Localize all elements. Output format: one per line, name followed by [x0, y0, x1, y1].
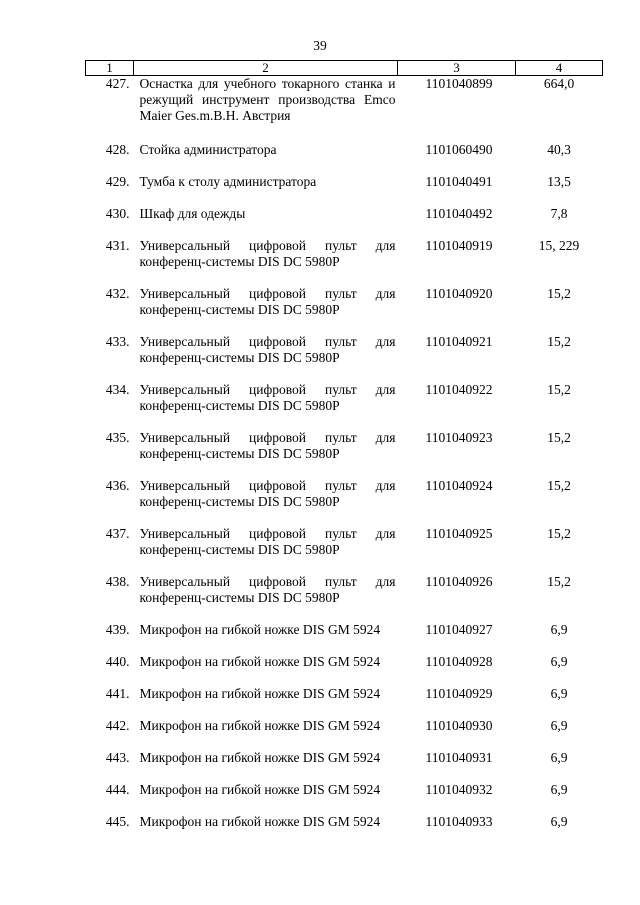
row-number: 443.: [105, 750, 130, 765]
item-value: 15,2: [547, 478, 571, 493]
item-value: 15,2: [547, 526, 571, 541]
item-name: Микрофон на гибкой ножке DIS GM 5924: [139, 814, 381, 829]
table-row: [86, 478, 603, 526]
item-name: Микрофон на гибкой ножке DIS GM 5924: [139, 750, 381, 765]
table-row: [86, 382, 603, 430]
table-row: [86, 654, 603, 686]
column-header: 4: [516, 61, 603, 76]
item-name: Универсальный цифровой пульт для конференц-системы DIS DC 5980P: [139, 334, 396, 365]
item-value: 15,2: [547, 430, 571, 445]
row-number: 435.: [105, 430, 130, 445]
table-row: [86, 750, 603, 782]
row-number: 444.: [105, 782, 130, 797]
page-number: 39: [313, 38, 327, 53]
row-number: 431.: [105, 238, 130, 253]
table-row: [86, 206, 603, 238]
table-row: [86, 574, 603, 622]
item-name: Универсальный цифровой пульт для конференц-системы DIS DC 5980P: [139, 382, 396, 413]
row-number: 433.: [105, 334, 130, 349]
item-value: 6,9: [550, 814, 568, 829]
column-header: 2: [134, 61, 398, 76]
item-name: Шкаф для одежды: [139, 206, 246, 221]
inventory-code: 1101040491: [425, 174, 493, 189]
table-row: [86, 622, 603, 654]
item-name: Тумба к столу администратора: [139, 174, 317, 189]
item-value: 6,9: [550, 718, 568, 733]
inventory-code: 1101040492: [425, 206, 493, 221]
row-number: 430.: [105, 206, 130, 221]
inventory-code: 1101040899: [425, 76, 493, 91]
item-name: Микрофон на гибкой ножке DIS GM 5924: [139, 654, 381, 669]
item-name: Микрофон на гибкой ножке DIS GM 5924: [139, 782, 381, 797]
row-number: 442.: [105, 718, 130, 733]
inventory-code: 1101040919: [425, 238, 493, 253]
item-name: Универсальный цифровой пульт для конференц-системы DIS DC 5980P: [139, 430, 396, 461]
inventory-code: 1101040930: [425, 718, 493, 733]
row-number: 428.: [105, 142, 130, 157]
table-row: [86, 814, 603, 846]
item-value: 15, 229: [538, 238, 580, 253]
row-number: 437.: [105, 526, 130, 541]
item-name: Универсальный цифровой пульт для конференц-системы DIS DC 5980P: [139, 574, 396, 605]
inventory-code: 1101040923: [425, 430, 493, 445]
row-number: 436.: [105, 478, 130, 493]
inventory-code: 1101040925: [425, 526, 493, 541]
table-header-row: [86, 61, 603, 76]
table-row: [86, 782, 603, 814]
item-name: Микрофон на гибкой ножке DIS GM 5924: [139, 686, 381, 701]
inventory-code: 1101040927: [425, 622, 493, 637]
row-number: 440.: [105, 654, 130, 669]
item-name: Универсальный цифровой пульт для конференц-системы DIS DC 5980P: [139, 238, 396, 269]
table-row: [86, 430, 603, 478]
row-number: 441.: [105, 686, 130, 701]
row-number: 429.: [105, 174, 130, 189]
item-name: Стойка администратора: [139, 142, 277, 157]
row-number: 432.: [105, 286, 130, 301]
item-name: Универсальный цифровой пульт для конференц-системы DIS DC 5980P: [139, 286, 396, 317]
item-name: Оснастка для учебного токарного станка и режущий инструмент производства Emco Maier Ges.m.B.H. Австрия: [139, 76, 396, 123]
row-number: 439.: [105, 622, 130, 637]
inventory-code: 1101060490: [425, 142, 493, 157]
inventory-code: 1101040921: [425, 334, 493, 349]
table-row: [86, 718, 603, 750]
row-number: 434.: [105, 382, 130, 397]
item-name: Универсальный цифровой пульт для конференц-системы DIS DC 5980P: [139, 478, 396, 509]
table-row: [86, 334, 603, 382]
inventory-code: 1101040931: [425, 750, 493, 765]
row-number: 427.: [105, 76, 130, 91]
item-value: 40,3: [547, 142, 571, 157]
table-row: [86, 686, 603, 718]
item-value: 6,9: [550, 750, 568, 765]
inventory-code: 1101040926: [425, 574, 493, 589]
item-name: Микрофон на гибкой ножке DIS GM 5924: [139, 622, 381, 637]
table-row: [86, 174, 603, 206]
inventory-code: 1101040922: [425, 382, 493, 397]
item-value: 6,9: [550, 622, 568, 637]
table-row: [86, 238, 603, 286]
inventory-code: 1101040932: [425, 782, 493, 797]
inventory-code: 1101040920: [425, 286, 493, 301]
item-value: 6,9: [550, 686, 568, 701]
item-value: 15,2: [547, 382, 571, 397]
column-header: 3: [398, 61, 516, 76]
row-number: 438.: [105, 574, 130, 589]
item-value: 15,2: [547, 334, 571, 349]
inventory-table: [85, 60, 603, 846]
item-value: 664,0: [543, 76, 575, 91]
item-name: Универсальный цифровой пульт для конференц-системы DIS DC 5980P: [139, 526, 396, 557]
inventory-code: 1101040929: [425, 686, 493, 701]
item-value: 6,9: [550, 782, 568, 797]
item-value: 13,5: [547, 174, 571, 189]
row-number: 445.: [105, 814, 130, 829]
table-row: [86, 286, 603, 334]
item-name: Микрофон на гибкой ножке DIS GM 5924: [139, 718, 381, 733]
table-row: [86, 76, 603, 143]
table-row: [86, 526, 603, 574]
item-value: 15,2: [547, 286, 571, 301]
item-value: 6,9: [550, 654, 568, 669]
item-value: 15,2: [547, 574, 571, 589]
inventory-code: 1101040928: [425, 654, 493, 669]
inventory-code: 1101040924: [425, 478, 493, 493]
column-header: 1: [86, 61, 134, 76]
inventory-code: 1101040933: [425, 814, 493, 829]
table-row: [86, 142, 603, 174]
item-value: 7,8: [550, 206, 568, 221]
